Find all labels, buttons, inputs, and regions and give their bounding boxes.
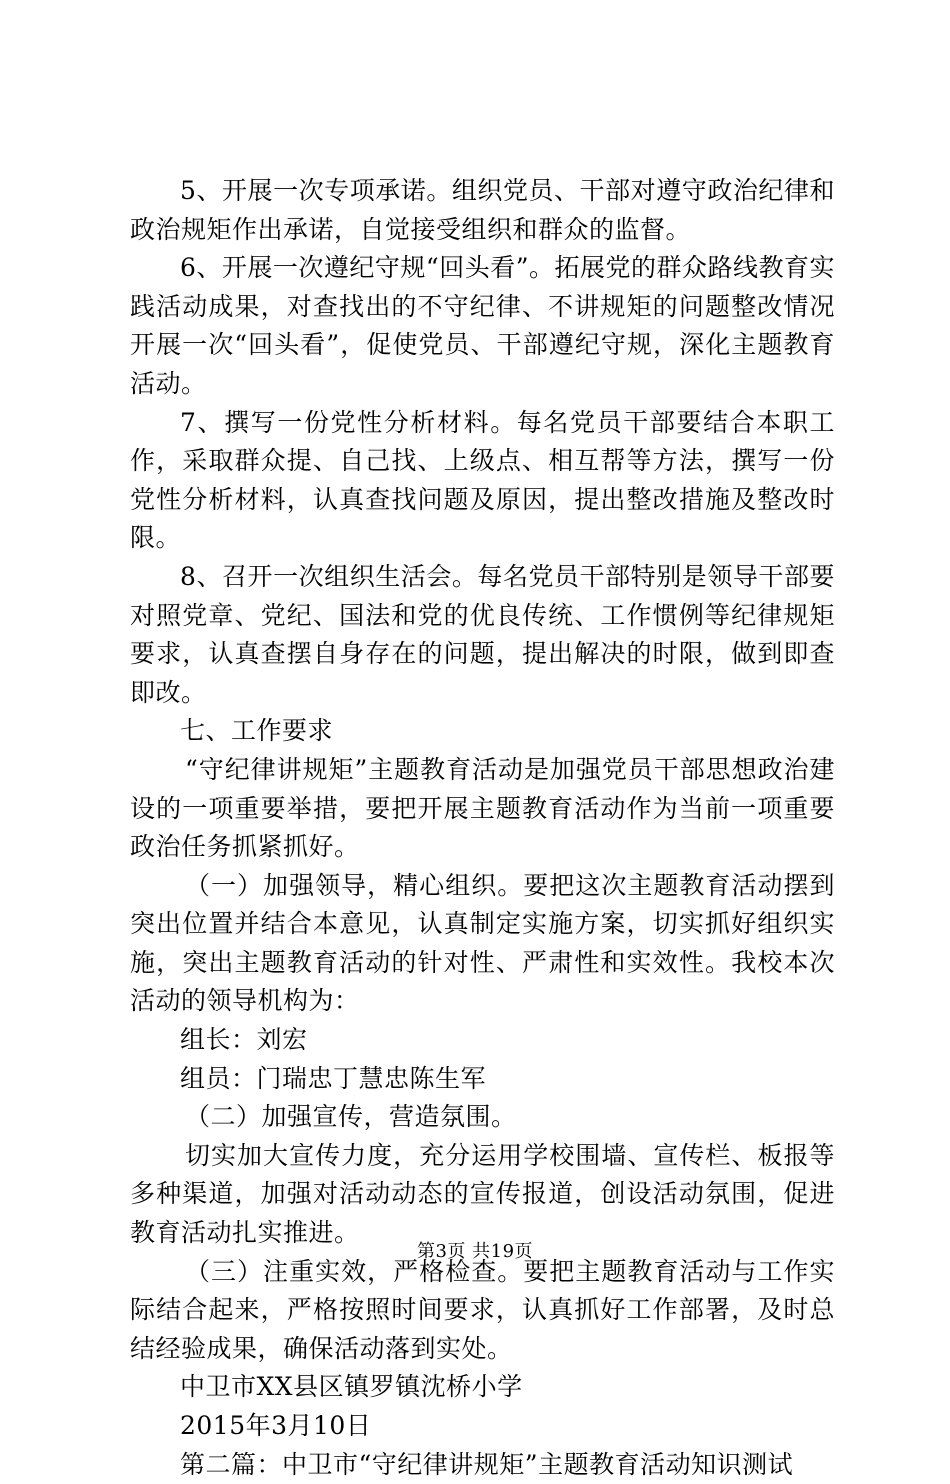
paragraph-item-6: 6、开展一次遵纪守规“回头看”。拓展党的群众路线教育实践活动成果，对查找出的不守纪律、不讲规矩的问题整改情况开展一次“回头看”，促使党员、干部遵纪守规，深化主题教育活动。 [130,253,835,398]
paragraph-group-members: 组员：门瑞忠丁慧忠陈生军 [180,1063,487,1093]
paragraph-item-7: 7、撰写一份党性分析材料。每名党员干部要结合本职工作，采取群众提、自己找、上级点、相互帮等方法，撰写一份党性分析材料，认真查找问题及原因，提出整改措施及整改时限。 [130,407,835,553]
paragraph-item-8: 8、召开一次组织生活会。每名党员干部特别是领导干部要对照党章、党纪、国法和党的优良传统、工作惯例等纪律规矩要求，认真查摆自身存在的问题，提出解决的时限，做到即查即改。 [130,561,835,707]
paragraph-item-5: 5、开展一次专项承诺。组织党员、干部对遵守政治纪律和政治规矩作出承诺，自觉接受组织和群众的监督。 [130,176,835,244]
next-article-title: 第二篇：中卫市“守纪律讲规矩”主题教育活动知识测试 [180,1449,794,1479]
paragraph-requirement-1: （一）加强领导，精心组织。要把这次主题教育活动摆到突出位置并结合本意见，认真制定实施方案，切实抓好组织实施，突出主题教育活动的针对性、严肃性和实效性。我校本次活动的领导机构为： [130,870,835,1016]
page-number-footer: 第3页 共19页 [416,1241,534,1262]
paragraph-requirement-3: （三）注重实效，严格检查。要把主题教育活动与工作实际结合起来，严格按照时间要求，认真抓好工作部署，及时总结经验成果，确保活动落到实处。 [130,1256,835,1363]
paragraph-intro-requirements: “守纪律讲规矩”主题教育活动是加强党员干部思想政治建设的一项重要举措，要把开展主题教育活动作为当前一项重要政治任务抓紧抓好。 [130,754,835,862]
paragraph-group-leader: 组长：刘宏 [180,1025,308,1055]
paragraph-requirement-2-body: 切实加大宣传力度，充分运用学校围墙、宣传栏、板报等多种渠道，加强对活动动态的宣传报道，创设活动氛围，促进教育活动扎实推进。 [130,1140,835,1248]
section-heading-work-requirements: 七、工作要求 [180,716,334,746]
paragraph-requirement-2-heading: （二）加强宣传，营造氛围。 [185,1102,517,1132]
signature-organization: 中卫市XX县区镇罗镇沈桥小学 [180,1372,523,1402]
document-body [130,172,835,1484]
signature-date: 2015年3月10日 [180,1411,372,1440]
